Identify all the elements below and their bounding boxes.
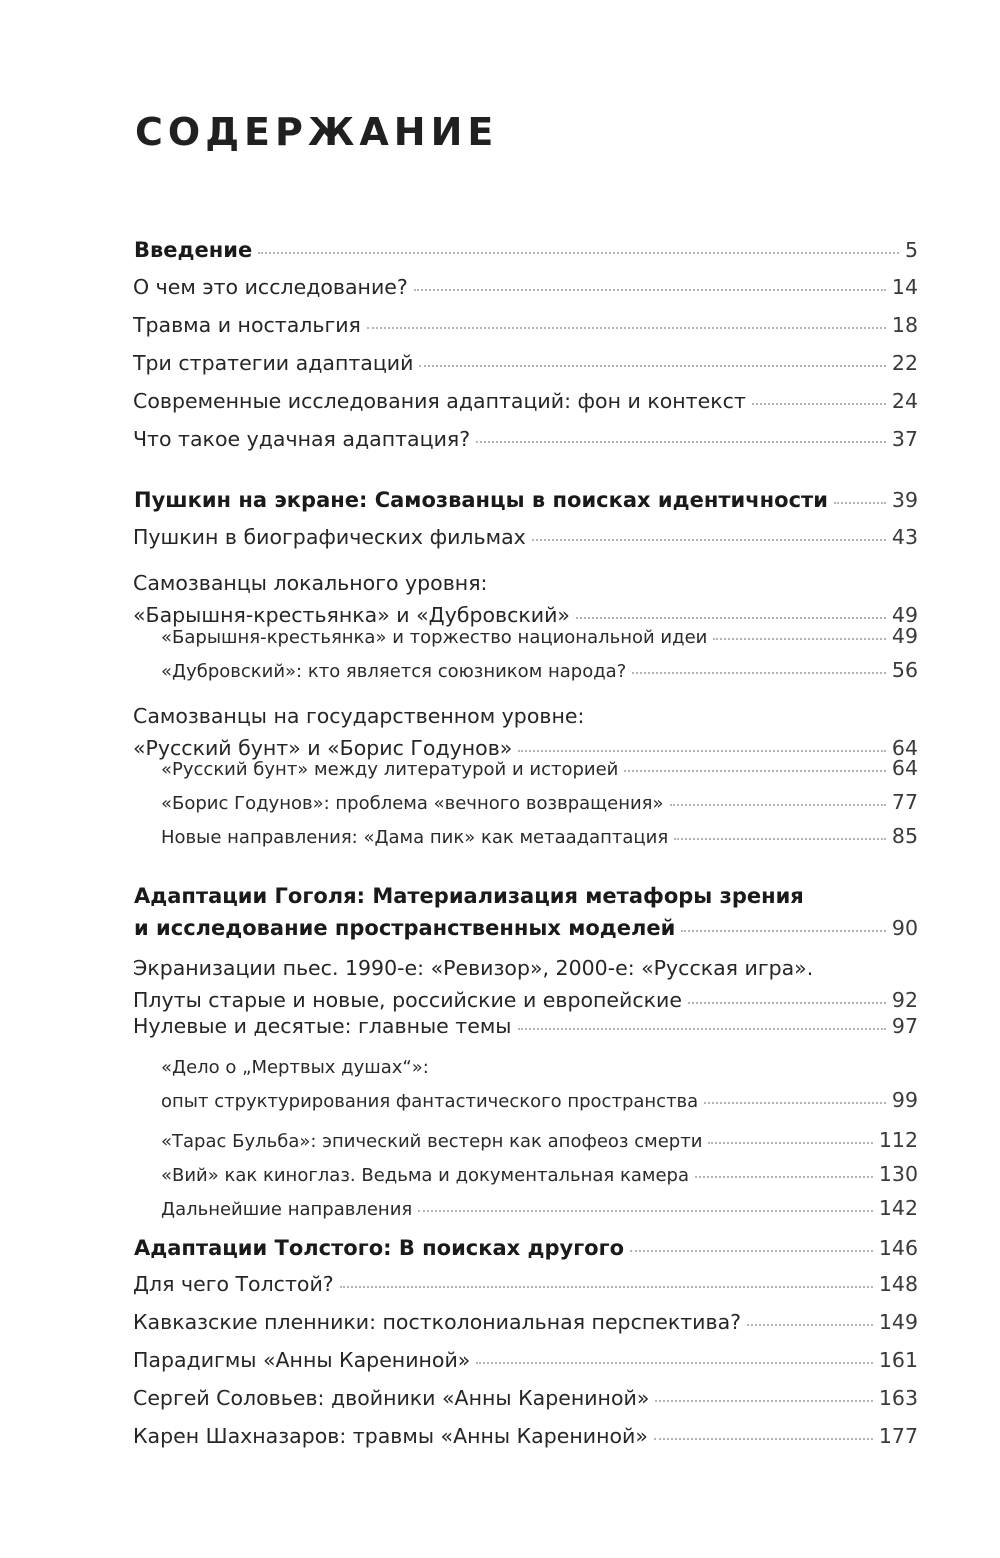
dot-leader bbox=[419, 365, 885, 367]
toc-entry-title: Дальнейшие направления bbox=[161, 1199, 413, 1220]
dot-leader bbox=[674, 838, 886, 840]
toc-page-number: 14 bbox=[891, 275, 918, 299]
toc-entry[interactable] bbox=[134, 880, 918, 944]
toc-entry-title: «Русский бунт» между литературой и историей bbox=[161, 759, 619, 780]
dot-leader bbox=[476, 441, 886, 443]
toc-entry[interactable] bbox=[133, 423, 918, 455]
toc-entry[interactable] bbox=[161, 1124, 918, 1158]
dot-leader bbox=[670, 804, 886, 806]
toc-entry-title: Адаптации Толстого: В поисках другого bbox=[134, 1236, 625, 1260]
toc-page-number: 77 bbox=[891, 790, 918, 814]
toc-entry-title: О чем это исследование? bbox=[133, 275, 408, 299]
toc-entry-title: «Дело о „Мертвых душах“»: bbox=[161, 1057, 429, 1078]
toc-entry[interactable] bbox=[134, 234, 918, 266]
toc-entry-title: «Борис Годунов»: проблема «вечного возвращения» bbox=[161, 793, 664, 814]
toc-entry-title: опыт структурирования фантастического пространства bbox=[161, 1091, 699, 1112]
toc-entry-title: и исследование пространственных моделей bbox=[134, 916, 676, 940]
dot-leader bbox=[681, 930, 886, 932]
toc-page-number: 22 bbox=[891, 351, 918, 375]
toc-page-number: 18 bbox=[891, 313, 918, 337]
toc-entry[interactable] bbox=[133, 1306, 918, 1338]
toc-entry-title: Нулевые и десятые: главные темы bbox=[133, 1014, 512, 1038]
dot-leader bbox=[414, 289, 886, 291]
toc-page-number: 146 bbox=[878, 1236, 918, 1260]
toc-page-number: 99 bbox=[891, 1088, 918, 1112]
toc-entry[interactable] bbox=[161, 752, 918, 786]
toc-entry-title: Парадигмы «Анны Карениной» bbox=[133, 1348, 471, 1372]
toc-page-number: 56 bbox=[891, 658, 918, 682]
toc-entry-title: Пушкин в биографических фильмах bbox=[133, 525, 526, 549]
toc-entry-title: Сергей Соловьев: двойники «Анны Карениной» bbox=[133, 1386, 650, 1410]
toc-page-number: 49 bbox=[891, 624, 918, 648]
toc-entry[interactable] bbox=[133, 1344, 918, 1376]
toc-entry-title: «Русский бунт» и «Борис Годунов» bbox=[133, 736, 513, 760]
dot-leader bbox=[624, 770, 886, 772]
toc-page-number: 5 bbox=[904, 238, 918, 262]
toc-entry-title: Карен Шахназаров: травмы «Анны Карениной» bbox=[133, 1424, 648, 1448]
toc-entry[interactable] bbox=[161, 1192, 918, 1226]
dot-leader bbox=[367, 327, 886, 329]
toc-entry-title: Что такое удачная адаптация? bbox=[133, 427, 471, 451]
dot-leader bbox=[532, 539, 886, 541]
toc-entry[interactable] bbox=[134, 484, 918, 516]
dot-leader bbox=[834, 502, 886, 504]
toc-entry-title: «Барышня-крестьянка» и торжество национальной идеи bbox=[161, 627, 708, 648]
toc-entry[interactable] bbox=[133, 1268, 918, 1300]
toc-entry[interactable] bbox=[133, 347, 918, 379]
dot-leader bbox=[258, 252, 899, 254]
toc-entry-title: «Вий» как киноглаз. Ведьма и документальная камера bbox=[161, 1165, 689, 1186]
toc-entry[interactable] bbox=[133, 1420, 918, 1452]
toc-entry[interactable] bbox=[134, 1232, 918, 1264]
toc-page-number: 92 bbox=[891, 988, 918, 1012]
toc-entry-title: Травма и ностальгия bbox=[133, 313, 361, 337]
dot-leader bbox=[340, 1286, 873, 1288]
dot-leader bbox=[418, 1210, 873, 1212]
toc-page-number: 177 bbox=[878, 1424, 918, 1448]
toc-page-number: 161 bbox=[878, 1348, 918, 1372]
toc-entry-title: «Тарас Бульба»: эпический вестерн как апофеоз смерти bbox=[161, 1131, 703, 1152]
toc-page-number: 49 bbox=[891, 603, 918, 627]
dot-leader bbox=[708, 1142, 872, 1144]
toc-entry[interactable] bbox=[133, 1010, 918, 1042]
dot-leader bbox=[704, 1102, 886, 1104]
toc-entry-title: Кавказские пленники: постколониальная перспектива? bbox=[133, 1310, 742, 1334]
toc-entry-title: «Барышня-крестьянка» и «Дубровский» bbox=[133, 603, 570, 627]
toc-entry-title: «Дубровский»: кто является союзником народа? bbox=[161, 661, 627, 682]
toc-entry-title: Новые направления: «Дама пик» как метаадаптация bbox=[161, 827, 669, 848]
toc-entry[interactable] bbox=[133, 521, 918, 553]
toc-entry[interactable] bbox=[133, 952, 918, 1016]
toc-entry[interactable] bbox=[161, 620, 918, 654]
toc-entry-title: Плуты старые и новые, российские и европейские bbox=[133, 988, 682, 1012]
toc-entry-title: Три стратегии адаптаций bbox=[133, 351, 414, 375]
toc-entry[interactable] bbox=[161, 654, 918, 688]
toc-entry-title: Самозванцы на государственном уровне: bbox=[133, 704, 585, 728]
dot-leader bbox=[688, 1002, 886, 1004]
toc-entry[interactable] bbox=[161, 820, 918, 854]
dot-leader bbox=[576, 617, 886, 619]
toc-page-number: 148 bbox=[878, 1272, 918, 1296]
dot-leader bbox=[713, 638, 886, 640]
toc-entry-title: Современные исследования адаптаций: фон и контекст bbox=[133, 389, 746, 413]
dot-leader bbox=[632, 672, 886, 674]
dot-leader bbox=[695, 1176, 873, 1178]
toc-page-number: 112 bbox=[878, 1128, 918, 1152]
toc-entry-title: Экранизации пьес. 1990-е: «Ревизор», 2000-е: «Русская игра». bbox=[133, 956, 814, 980]
toc-page-number: 24 bbox=[891, 389, 918, 413]
toc-page-number: 43 bbox=[891, 525, 918, 549]
toc-entry[interactable] bbox=[133, 271, 918, 303]
page-title: СОДЕРЖАНИЕ bbox=[135, 110, 499, 154]
toc-page-number: 64 bbox=[891, 736, 918, 760]
toc-page-number: 97 bbox=[891, 1014, 918, 1038]
toc-entry[interactable] bbox=[133, 385, 918, 417]
toc-page-number: 39 bbox=[891, 488, 918, 512]
toc-entry[interactable] bbox=[161, 1158, 918, 1192]
toc-page-number: 90 bbox=[891, 916, 918, 940]
toc-entry-title: Введение bbox=[134, 238, 253, 262]
toc-entry[interactable] bbox=[133, 1382, 918, 1414]
toc-page-number: 142 bbox=[878, 1196, 918, 1220]
dot-leader bbox=[518, 1028, 886, 1030]
dot-leader bbox=[747, 1324, 873, 1326]
toc-page-number: 85 bbox=[891, 824, 918, 848]
dot-leader bbox=[752, 403, 886, 405]
toc-entry-title: Пушкин на экране: Самозванцы в поисках идентичности bbox=[134, 488, 828, 512]
toc-entry[interactable] bbox=[161, 786, 918, 820]
toc-page-number: 130 bbox=[878, 1162, 918, 1186]
dot-leader bbox=[655, 1400, 872, 1402]
toc-page-number: 163 bbox=[878, 1386, 918, 1410]
toc-entry-title: Самозванцы локального уровня: bbox=[133, 571, 488, 595]
toc-entry[interactable] bbox=[133, 309, 918, 341]
toc-page-number: 64 bbox=[891, 756, 918, 780]
dot-leader bbox=[654, 1438, 873, 1440]
toc-entry[interactable] bbox=[161, 1052, 918, 1118]
toc-page-number: 149 bbox=[878, 1310, 918, 1334]
toc-entry-title: Адаптации Гоголя: Материализация метафоры зрения bbox=[134, 884, 804, 908]
dot-leader bbox=[630, 1250, 873, 1252]
dot-leader bbox=[476, 1362, 873, 1364]
toc-page-number: 37 bbox=[891, 427, 918, 451]
toc-entry-title: Для чего Толстой? bbox=[133, 1272, 334, 1296]
